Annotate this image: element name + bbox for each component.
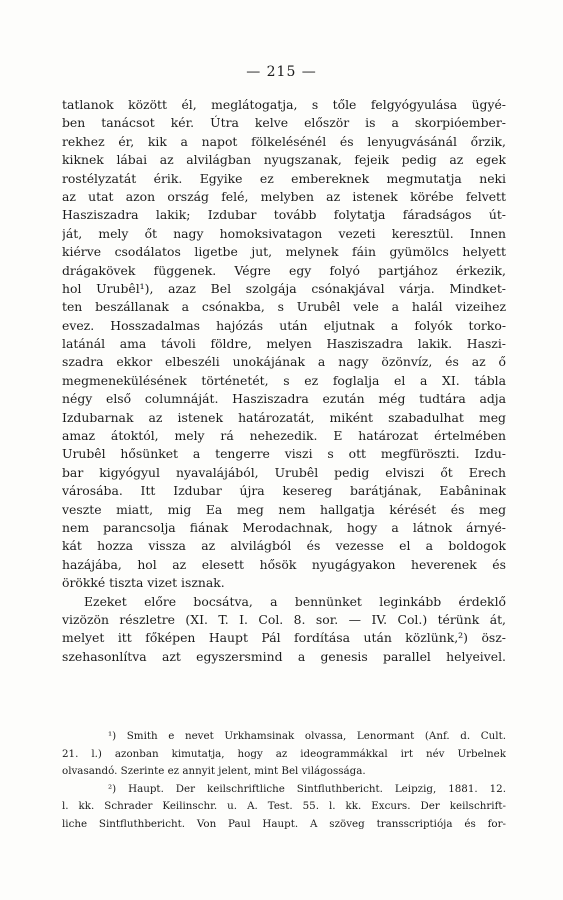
footnote-line: 21. l.) azonban kimutatja, hogy az ideogrammákkal irt név Urbelnek xyxy=(62,747,506,760)
page-number: — 215 — xyxy=(246,64,317,80)
footnotes xyxy=(62,728,506,833)
text-line: Izdubarnak az istenek határozatát, miként szabadulhat meg xyxy=(62,409,506,425)
footnote-line: ²) Haupt. Der keilschriftliche Sintfluthbericht. Leipzig, 1881. 12. xyxy=(108,782,506,795)
text-line: rostélyzatát érik. Egyike ez embereknek megmutatja neki xyxy=(62,170,506,186)
footnote-line: ¹) Smith e nevet Urkhamsinak olvassa, Lenormant (Anf. d. Cult. xyxy=(108,730,506,742)
text-line: Hasziszadra lakik; Izdubar tovább folytatja fáradságos út- xyxy=(62,207,506,223)
text-line: ben tanácsot kér. Útra kelve először is a skorpióember- xyxy=(62,115,506,131)
text-line: hol Urubêl¹), azaz Bel szolgája csónakjával várja. Mindket- xyxy=(62,280,506,296)
text-line: megmenekülésének történetét, s ez foglalja el a XI. tábla xyxy=(62,372,506,388)
footnote-line: l. kk. Schrader Keilinschr. u. A. Test. 55. l. kk. Excurs. Der keilschrift- xyxy=(62,800,506,812)
text-line: Urubêl hősünket a tengerre viszi s ott megfüröszti. Izdu- xyxy=(62,446,506,462)
text-line: ten beszállanak a csónakba, s Urubêl vele a halál vizeihez xyxy=(62,299,506,315)
text-line: az utat azon ország felé, melyben az istenek körébe felvett xyxy=(62,188,506,204)
body-text xyxy=(62,96,506,666)
text-line: nem parancsolja fiának Merodachnak, hogy a látnok árnyé- xyxy=(62,519,506,535)
text-line: melyet itt főképen Haupt Pál fordítása után közlünk,²) ösz- xyxy=(62,630,506,646)
text-line: városába. Itt Izdubar újra kesereg barátjának, Eabâninak xyxy=(62,483,506,499)
text-line: amaz átoktól, mely rá nehezedik. E határozat értelmében xyxy=(62,428,506,444)
paragraph-end-line: örökké tiszta vizet isznak. xyxy=(62,575,225,591)
text-line: evez. Hosszadalmas hajózás után eljutnak a folyók torko- xyxy=(62,317,506,333)
text-line: négy első columnáját. Hasziszadra ezután még tudtára adja xyxy=(62,391,506,407)
footnote-line: olvasandó. Szerinte ez annyit jelent, mint Bel világossága. xyxy=(62,765,366,777)
text-line: bar kigyógyul nyavalájából, Urubêl pedig elviszi őt Erech xyxy=(62,464,506,480)
text-line: drágakövek függenek. Végre egy folyó partjához érkezik, xyxy=(62,262,506,278)
text-line: kiknek lábai az alvilágban nyugszanak, fejeik pedig az egek xyxy=(62,152,506,168)
text-line: veszte miatt, mig Ea meg nem hallgatja kérését és meg xyxy=(62,501,506,517)
text-line: hazájába, hol az elesett hősök nyugágyakon heverenek és xyxy=(62,556,506,572)
text-line: szadra ekkor elbeszéli unokájának a nagy özönvíz, és az ő xyxy=(62,354,506,370)
footnote-line: liche Sintfluthbericht. Von Paul Haupt. A szöveg transscriptiója és for- xyxy=(62,817,506,830)
text-line: ját, mely őt nagy homoksivatagon vezeti keresztül. Innen xyxy=(62,225,506,241)
text-line: kiérve csodálatos ligetbe jut, melynek fáin gyümölcs helyett xyxy=(62,244,506,260)
text-line: kát hozza vissza az alvilágból és vezesse el a boldogok xyxy=(62,538,506,554)
text-line: rekhez ér, kik a napot fölkelésénél és lenyugvásánál őrzik, xyxy=(62,133,506,149)
text-line: szehasonlítva azt egyszersmind a genesis parallel helyeivel. xyxy=(62,648,506,664)
paragraph-start-line: Ezeket előre bocsátva, a bennünket leginkább érdeklő xyxy=(84,593,506,609)
text-line: vizözön részletre (XI. T. I. Col. 8. sor. — IV. Col.) térünk át, xyxy=(62,611,506,627)
text-line: latánál ama távoli földre, melyen Hasziszadra lakik. Haszi- xyxy=(62,336,506,352)
text-line: tatlanok között él, meglátogatja, s tőle felgyógyulása ügyé- xyxy=(62,97,506,112)
